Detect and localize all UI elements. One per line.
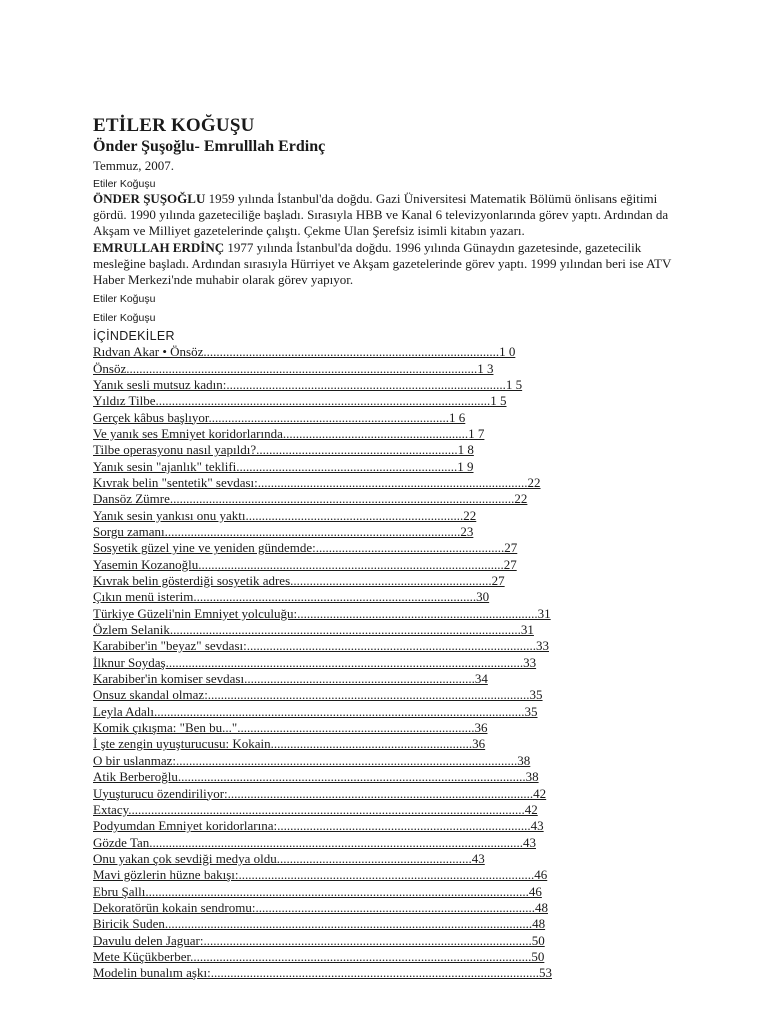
toc-link[interactable]: Özlem Selanik............................................................................................................31 (93, 622, 534, 638)
toc-entry (93, 540, 683, 556)
bio-text: 1977 yılında İstanbul'da doğdu. 1996 yılında Günaydın gazetesinde, gazetecilik mesleğine başladı. Ardından sırasıyla Hürriyet ve Akşam gazetelerinde görev yaptı. 1999 yılından beri ise ATV Haber Merkezi'nde muhabir olarak görev yapıyor. (93, 239, 672, 288)
running-header: Etiler Koğuşu (93, 312, 156, 325)
toc-link[interactable]: Rıdvan Akar • Önsöz...........................................................................................1 0 (93, 344, 516, 360)
toc-link[interactable]: Modelin bunalım aşkı:.....................................................................................................53 (93, 965, 552, 981)
toc-link[interactable]: Extacy..........................................................................................................................42 (93, 801, 538, 817)
toc-link[interactable]: Kıvrak belin gösterdiği sosyetik adres..............................................................27 (93, 573, 505, 589)
toc-link[interactable]: Leyla Adalı..................................................................................................................35 (93, 703, 538, 719)
toc-entry (93, 965, 683, 981)
toc-entry (93, 786, 683, 802)
toc-entry (93, 459, 683, 475)
table-of-contents (93, 344, 683, 981)
toc-entry (93, 655, 683, 671)
toc-link[interactable]: Yanık sesli mutsuz kadın:......................................................................................1 5 (93, 376, 523, 392)
toc-entry (93, 491, 683, 507)
toc-entry (93, 851, 683, 867)
toc-entry (93, 622, 683, 638)
toc-link[interactable]: Komik çıkışma: "Ben bu...".........................................................................36 (93, 720, 488, 736)
toc-entry (93, 933, 683, 949)
toc-link[interactable]: Ve yanık ses Emniyet koridorlarında.........................................................1 7 (93, 425, 485, 441)
toc-entry (93, 916, 683, 932)
toc-link[interactable]: Karabiber'in "beyaz" sevdası:.........................................................................................33 (93, 638, 549, 654)
running-header: Etiler Koğuşu (93, 178, 156, 190)
toc-entry (93, 573, 683, 589)
toc-entry (93, 557, 683, 573)
toc-entry (93, 426, 683, 442)
toc-entry (93, 361, 683, 377)
toc-link[interactable]: Yanık sesin yankısı onu yaktı...................................................................22 (93, 507, 477, 523)
toc-entry (93, 393, 683, 409)
author-bio-1 (93, 191, 683, 240)
toc-entry (93, 606, 683, 622)
toc-entry (93, 671, 683, 687)
toc-entry (93, 589, 683, 605)
author-bio-2 (93, 240, 683, 289)
toc-entry (93, 720, 683, 736)
toc-link[interactable]: Çıkın menü isterim.......................................................................................30 (93, 589, 490, 605)
toc-link[interactable]: Atik Berberoğlu...........................................................................................................38 (93, 769, 539, 785)
toc-entry (93, 769, 683, 785)
bio-name: EMRULLAH ERDİNÇ (93, 239, 225, 255)
toc-link[interactable]: O bir uslanmaz:.........................................................................................................38 (93, 752, 531, 768)
running-header: Etiler Koğuşu (93, 293, 156, 306)
toc-link[interactable]: Davulu delen Jaguar:.....................................................................................................50 (93, 932, 545, 948)
toc-link[interactable]: İlknur Soydaş..............................................................................................................33 (93, 654, 537, 670)
toc-link[interactable]: Onu yakan çok sevdiği medya oldu............................................................43 (93, 850, 485, 866)
bio-name: ÖNDER ŞUŞOĞLU (93, 191, 206, 206)
toc-link[interactable]: Tilbe operasyonu nasıl yapıldı?..............................................................1 8 (93, 442, 474, 458)
toc-entry (93, 344, 683, 360)
toc-link[interactable]: Biricik Suden.................................................................................................................48 (93, 916, 546, 932)
toc-link[interactable]: Önsöz............................................................................................................1 3 (93, 360, 494, 376)
toc-entry (93, 475, 683, 491)
toc-link[interactable]: Yanık sesin "ajanlık" teklifi....................................................................1 9 (93, 458, 474, 474)
toc-link[interactable]: Mavi gözlerin hüzne bakışı:...........................................................................................46 (93, 867, 548, 883)
toc-entry (93, 818, 683, 834)
toc-link[interactable]: Yıldız Tilbe.......................................................................................................1 5 (93, 393, 507, 409)
toc-link[interactable]: Gerçek kâbus başlıyor..........................................................................1 6 (93, 409, 466, 425)
toc-link[interactable]: Sorgu zamanı...........................................................................................23 (93, 524, 474, 539)
toc-entry (93, 524, 683, 540)
toc-link[interactable]: Ebru Şallı......................................................................................................................46 (93, 883, 542, 899)
toc-entry (93, 867, 683, 883)
toc-entry (93, 835, 683, 851)
toc-link[interactable]: Dansöz Zümre..........................................................................................................22 (93, 491, 528, 507)
toc-entry (93, 442, 683, 458)
toc-entry (93, 704, 683, 720)
toc-link[interactable]: Karabiber'in komiser sevdası.......................................................................34 (93, 671, 488, 687)
toc-entry (93, 687, 683, 703)
document-title: ETİLER KOĞUŞU (93, 115, 255, 136)
toc-link[interactable]: Kıvrak belin "sentetik" sevdası:...................................................................................22 (93, 474, 541, 490)
toc-entry (93, 377, 683, 393)
toc-entry (93, 508, 683, 524)
bio-text: 1959 yılında İstanbul'da doğdu. Gazi Üniversitesi Matematik Bölümü önlisans eğitimi gördü. 1990 yılında gazeteciliğe başladı. Sırasıyla HBB ve Kanal 6 televizyonlarında görev yaptı. Ardından da Akşam ve Milliyet gazetelerinde çalıştı. Çekme Ulan Şerefsiz isimli kitabın yazarı. (93, 191, 669, 239)
document-page (93, 115, 683, 982)
toc-entry (93, 884, 683, 900)
toc-link[interactable]: Onsuz skandal olmaz:...................................................................................................35 (93, 687, 543, 703)
toc-entry (93, 900, 683, 916)
toc-link[interactable]: Dekoratörün kokain sendromu:......................................................................................48 (93, 899, 548, 915)
toc-link[interactable]: Yasemin Kozanoğlu..............................................................................................27 (93, 556, 517, 572)
toc-link[interactable]: Mete Küçükberber.........................................................................................................50 (93, 948, 545, 964)
toc-entry (93, 410, 683, 426)
toc-entry (93, 753, 683, 769)
toc-link[interactable]: Uyuşturucu özendiriliyor:..............................................................................................42 (93, 785, 547, 801)
document-date: Temmuz, 2007. (93, 158, 175, 173)
toc-heading: İÇİNDEKİLER (93, 329, 175, 344)
toc-entry (93, 949, 683, 965)
document-authors: Önder Şuşoğlu- Emrulllah Erdinç (93, 138, 326, 155)
toc-link[interactable]: Gözde Tan...................................................................................................................43 (93, 834, 536, 850)
toc-link[interactable]: Sosyetik güzel yine ve yeniden gündemde:..........................................................27 (93, 540, 518, 556)
toc-link[interactable]: Türkiye Güzeli'nin Emniyet yolculuğu:..........................................................................31 (93, 605, 551, 621)
toc-link[interactable]: Podyumdan Emniyet koridorlarına:..............................................................................43 (93, 818, 544, 834)
toc-link[interactable]: İ şte zengin uyuşturucusu: Kokain..............................................................36 (93, 736, 486, 752)
toc-entry (93, 736, 683, 752)
toc-entry (93, 802, 683, 818)
toc-entry (93, 638, 683, 654)
